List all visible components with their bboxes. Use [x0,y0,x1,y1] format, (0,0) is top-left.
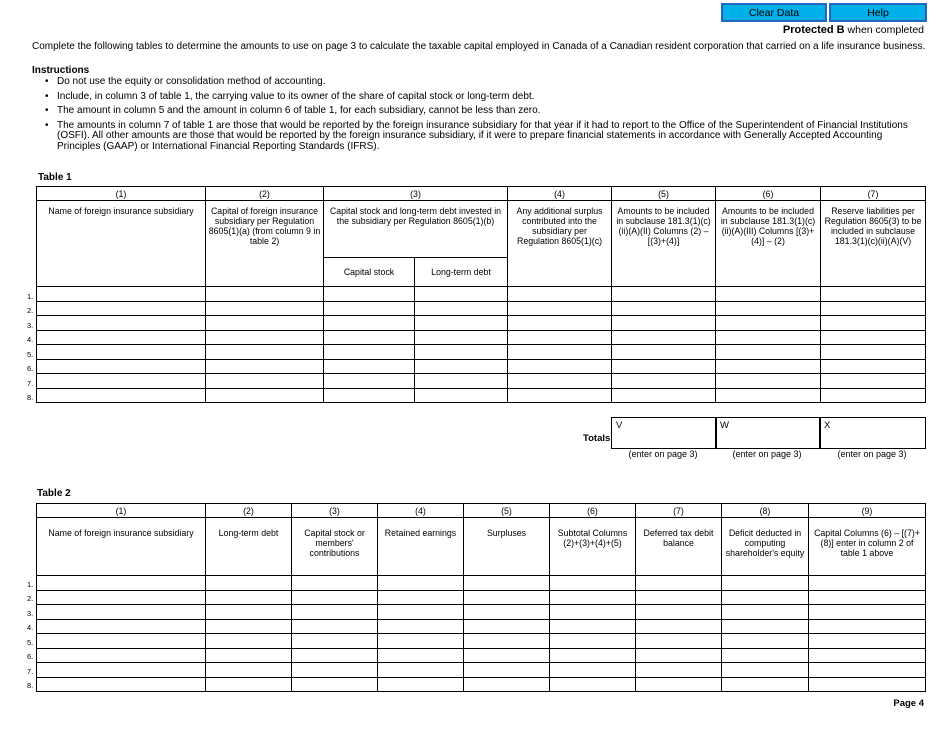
table-row [37,648,926,663]
t1-input[interactable] [206,330,324,345]
t2-input[interactable] [37,619,206,634]
t1-input[interactable] [612,316,716,331]
t2-row-number: 1. [27,580,34,589]
t2-input[interactable] [464,648,550,663]
t2-row-number: 2. [27,594,34,603]
t1-input[interactable] [324,330,415,345]
t2-input[interactable] [636,648,722,663]
t2-colnum: (5) [464,504,550,518]
t2-input[interactable] [292,663,378,678]
t2-input[interactable] [550,648,636,663]
t1-row-number: 6. [27,364,34,373]
t1-header-surplus: Any additional surplus contributed into the subsidiary per Regulation 8605(1)(c) [508,201,612,287]
t2-row-number: 4. [27,623,34,632]
t1-input[interactable] [508,345,612,360]
t1-input[interactable] [415,330,508,345]
t1-input[interactable] [324,301,415,316]
t1-row-number: 8. [27,393,34,402]
t2-input[interactable] [636,605,722,620]
t2-input[interactable] [722,663,809,678]
t2-input[interactable] [636,590,722,605]
t2-colnum: (2) [206,504,292,518]
t2-input[interactable] [378,576,464,591]
t2-input[interactable] [378,663,464,678]
t2-input[interactable] [292,619,378,634]
t2-input[interactable] [464,677,550,692]
t1-input[interactable] [415,359,508,374]
t1-input[interactable] [324,287,415,302]
t1-colnum: (4) [508,187,612,201]
t2-input[interactable] [722,605,809,620]
t1-input[interactable] [508,388,612,403]
table-row [37,677,926,692]
t2-input[interactable] [206,619,292,634]
table-row [37,316,926,331]
total-x-note: (enter on page 3) [837,449,907,459]
total-w-note: (enter on page 3) [732,449,802,459]
t2-input[interactable] [722,590,809,605]
protected-strong: Protected B [782,24,845,36]
t1-input[interactable] [415,388,508,403]
t1-input[interactable] [612,345,716,360]
t2-colnum: (8) [722,504,809,518]
t1-input[interactable] [612,388,716,403]
help-button[interactable]: Help [829,3,927,22]
t1-header-invested: Capital stock and long-term debt invested in the subsidiary per Regulation 8605(1)(b) [324,201,508,258]
t2-input[interactable] [37,576,206,591]
t1-colnum: (7) [821,187,926,201]
t2-input[interactable] [292,590,378,605]
t1-input[interactable] [37,330,206,345]
t2-colnum: (7) [636,504,722,518]
t2-input[interactable] [809,590,926,605]
t2-input[interactable] [37,605,206,620]
table-row [37,619,926,634]
t2-header-capital-stock: Capital stock or members' contributions [292,518,378,576]
t2-input[interactable] [636,634,722,649]
t2-input[interactable] [550,590,636,605]
t2-row-number: 7. [27,667,34,676]
t1-input[interactable] [415,287,508,302]
t1-input[interactable] [37,374,206,389]
t2-header-long-term-debt: Long-term debt [206,518,292,576]
t1-input[interactable] [716,287,821,302]
t2-input[interactable] [292,605,378,620]
protected-label [783,24,924,36]
t2-row-number: 8. [27,681,34,690]
t2-input[interactable] [292,648,378,663]
t1-input[interactable] [716,330,821,345]
t1-input[interactable] [716,388,821,403]
t2-input[interactable] [550,663,636,678]
protected-rest: when completed [847,24,924,36]
t2-input[interactable] [292,634,378,649]
table1 [36,186,926,403]
t1-row-number: 4. [27,335,34,344]
t2-input[interactable] [809,605,926,620]
t2-input[interactable] [550,576,636,591]
t2-input[interactable] [378,634,464,649]
t1-input[interactable] [415,345,508,360]
t1-input[interactable] [37,359,206,374]
t2-input[interactable] [378,677,464,692]
t1-header-col5: Amounts to be included in subclause 181.3(1)(c)(ii)(A)(II) Columns (2) – [(3)+(4)] [612,201,716,287]
t1-input[interactable] [37,345,206,360]
table-row [37,359,926,374]
t1-input[interactable] [508,374,612,389]
t1-input[interactable] [612,287,716,302]
t1-input[interactable] [415,301,508,316]
t2-colnum: (6) [550,504,636,518]
t1-row-number: 2. [27,306,34,315]
t2-input[interactable] [550,619,636,634]
t2-input[interactable] [809,576,926,591]
t2-input[interactable] [636,677,722,692]
t1-header-col6: Amounts to be included in subclause 181.3(1)(c)(ii)(A)(III) Columns [(3)+(4)] – (2) [716,201,821,287]
t1-colnum: (6) [716,187,821,201]
t1-input[interactable] [324,388,415,403]
t2-input[interactable] [636,576,722,591]
t1-input[interactable] [821,301,926,316]
t1-input[interactable] [37,316,206,331]
t1-input[interactable] [821,345,926,360]
t1-input[interactable] [206,345,324,360]
t2-input[interactable] [37,663,206,678]
t2-input[interactable] [722,619,809,634]
table-row [37,605,926,620]
t2-colnum: (9) [809,504,926,518]
t2-input[interactable] [550,634,636,649]
t1-input[interactable] [508,301,612,316]
t1-input[interactable] [206,388,324,403]
t1-input[interactable] [612,374,716,389]
total-w-letter: W [720,420,729,431]
t1-input[interactable] [508,359,612,374]
t1-colnum: (2) [206,187,324,201]
t1-input[interactable] [821,287,926,302]
t2-input[interactable] [378,619,464,634]
total-v-note: (enter on page 3) [628,449,698,459]
t1-input[interactable] [612,330,716,345]
t2-header-capital: Capital Columns (6) – [(7)+(8)] enter in column 2 of table 1 above [809,518,926,576]
t2-input[interactable] [550,677,636,692]
t2-input[interactable] [206,605,292,620]
table-row [37,663,926,678]
t1-input[interactable] [716,374,821,389]
t2-colnum: (4) [378,504,464,518]
total-x-letter: X [824,420,831,431]
t2-header-deficit: Deficit deducted in computing shareholder's equity [722,518,809,576]
t1-input[interactable] [612,359,716,374]
t1-input[interactable] [324,374,415,389]
t1-header-col7: Reserve liabilities per Regulation 8605(3) to be included in subclause 181.3(1)(c)(ii)(A)(V) [821,201,926,287]
t1-input[interactable] [821,388,926,403]
t2-input[interactable] [37,590,206,605]
t1-row-number: 1. [27,292,34,301]
t1-row-number: 5. [27,350,34,359]
t2-input[interactable] [809,634,926,649]
t1-colnum: (1) [37,187,206,201]
t2-input[interactable] [464,605,550,620]
t1-header-name: Name of foreign insurance subsidiary [37,201,206,287]
total-x-field[interactable] [819,417,926,449]
t1-input[interactable] [821,359,926,374]
t1-input[interactable] [716,301,821,316]
t2-input[interactable] [206,576,292,591]
instructions-heading: Instructions [32,65,90,76]
table-row [37,634,926,649]
t1-header-capital: Capital of foreign insurance subsidiary per Regulation 8605(1)(a) (from column 9 in table 2) [206,201,324,287]
t2-input[interactable] [809,663,926,678]
t2-input[interactable] [37,634,206,649]
t1-input[interactable] [206,301,324,316]
t1-input[interactable] [37,287,206,302]
t1-input[interactable] [415,374,508,389]
table1-label: Table 1 [38,172,72,183]
t1-input[interactable] [821,316,926,331]
totals-label: Totals [583,433,611,444]
t2-input[interactable] [464,634,550,649]
t2-input[interactable] [206,677,292,692]
t2-input[interactable] [550,605,636,620]
t1-row-number: 3. [27,321,34,330]
t2-colnum: (1) [37,504,206,518]
t1-input[interactable] [206,287,324,302]
t1-input[interactable] [206,374,324,389]
t2-header-retained-earnings: Retained earnings [378,518,464,576]
t2-input[interactable] [809,677,926,692]
table-row [37,374,926,389]
t1-input[interactable] [716,345,821,360]
t2-input[interactable] [636,619,722,634]
t2-input[interactable] [464,663,550,678]
t2-input[interactable] [464,590,550,605]
t2-input[interactable] [722,648,809,663]
t2-input[interactable] [206,634,292,649]
table-row [37,388,926,403]
t1-input[interactable] [612,301,716,316]
total-v-letter: V [616,420,623,431]
table-row [37,345,926,360]
table-row [37,576,926,591]
t1-colnum: (3) [324,187,508,201]
intro-text: Complete the following tables to determine the amounts to use on page 3 to calculate the taxable capital employed in Canada of a Canadian resident corporation that carried on a life insurance business. [32,41,926,52]
t2-colnum: (3) [292,504,378,518]
t2-header-deferred-tax: Deferred tax debit balance [636,518,722,576]
t2-header-surpluses: Surpluses [464,518,550,576]
t1-header-long-term-debt: Long-term debt [415,258,508,287]
instruction-item: • The amount in column 5 and the amount in column 6 of table 1, for each subsidiary, cannot be less than zero. [32,106,922,117]
t2-input[interactable] [378,648,464,663]
t2-input[interactable] [722,634,809,649]
t2-input[interactable] [206,590,292,605]
clear-data-button[interactable]: Clear Data [721,3,827,22]
table-row [37,590,926,605]
t2-input[interactable] [636,663,722,678]
t1-input[interactable] [37,388,206,403]
t2-input[interactable] [464,576,550,591]
table2-label: Table 2 [37,488,71,499]
t1-input[interactable] [716,316,821,331]
t1-row-number: 7. [27,379,34,388]
t2-header-subtotal: Subtotal Columns (2)+(3)+(4)+(5) [550,518,636,576]
t1-input[interactable] [508,316,612,331]
instruction-item: • Do not use the equity or consolidation method of accounting. [32,77,922,88]
t2-input[interactable] [378,605,464,620]
t2-input[interactable] [37,648,206,663]
t1-input[interactable] [415,316,508,331]
t2-input[interactable] [722,677,809,692]
t1-input[interactable] [324,359,415,374]
t1-input[interactable] [821,374,926,389]
t1-input[interactable] [324,316,415,331]
t2-row-number: 6. [27,652,34,661]
t2-input[interactable] [809,619,926,634]
table-row [37,301,926,316]
instructions-list [32,77,922,156]
t1-input[interactable] [206,316,324,331]
instruction-item: • The amounts in column 7 of table 1 are those that would be reported by the foreign insurance subsidiary for that year if it had to report to the Office of the Superintendent of Financial Institutions (OSFI). All other amounts are those that would be reported by the foreign insurance subsidiary, if it were to prepare financial statements in accordance with Generally Accepted Accounting Principles (GAAP) or International Financial Reporting Standards (IFRS). [32,121,922,153]
t2-input[interactable] [378,590,464,605]
t1-input[interactable] [821,330,926,345]
instruction-item: • Include, in column 3 of table 1, the carrying value to its owner of the share of capital stock or long-term debt. [32,92,922,103]
t2-input[interactable] [722,576,809,591]
t2-input[interactable] [206,663,292,678]
t2-input[interactable] [809,648,926,663]
total-w-field[interactable] [715,417,821,449]
t2-row-number: 5. [27,638,34,647]
t2-row-number: 3. [27,609,34,618]
t1-input[interactable] [508,287,612,302]
table-row [37,330,926,345]
total-v-field[interactable] [611,417,717,449]
table-row [37,287,926,302]
t1-input[interactable] [508,330,612,345]
t1-input[interactable] [324,345,415,360]
t2-input[interactable] [464,619,550,634]
t1-input[interactable] [37,301,206,316]
table2 [36,503,926,692]
t2-input[interactable] [292,576,378,591]
t2-header-name: Name of foreign insurance subsidiary [37,518,206,576]
t1-header-capital-stock: Capital stock [324,258,415,287]
t2-input[interactable] [37,677,206,692]
page-number: Page 4 [893,698,924,709]
t1-input[interactable] [716,359,821,374]
t1-input[interactable] [206,359,324,374]
t1-colnum: (5) [612,187,716,201]
t2-input[interactable] [206,648,292,663]
t2-input[interactable] [292,677,378,692]
